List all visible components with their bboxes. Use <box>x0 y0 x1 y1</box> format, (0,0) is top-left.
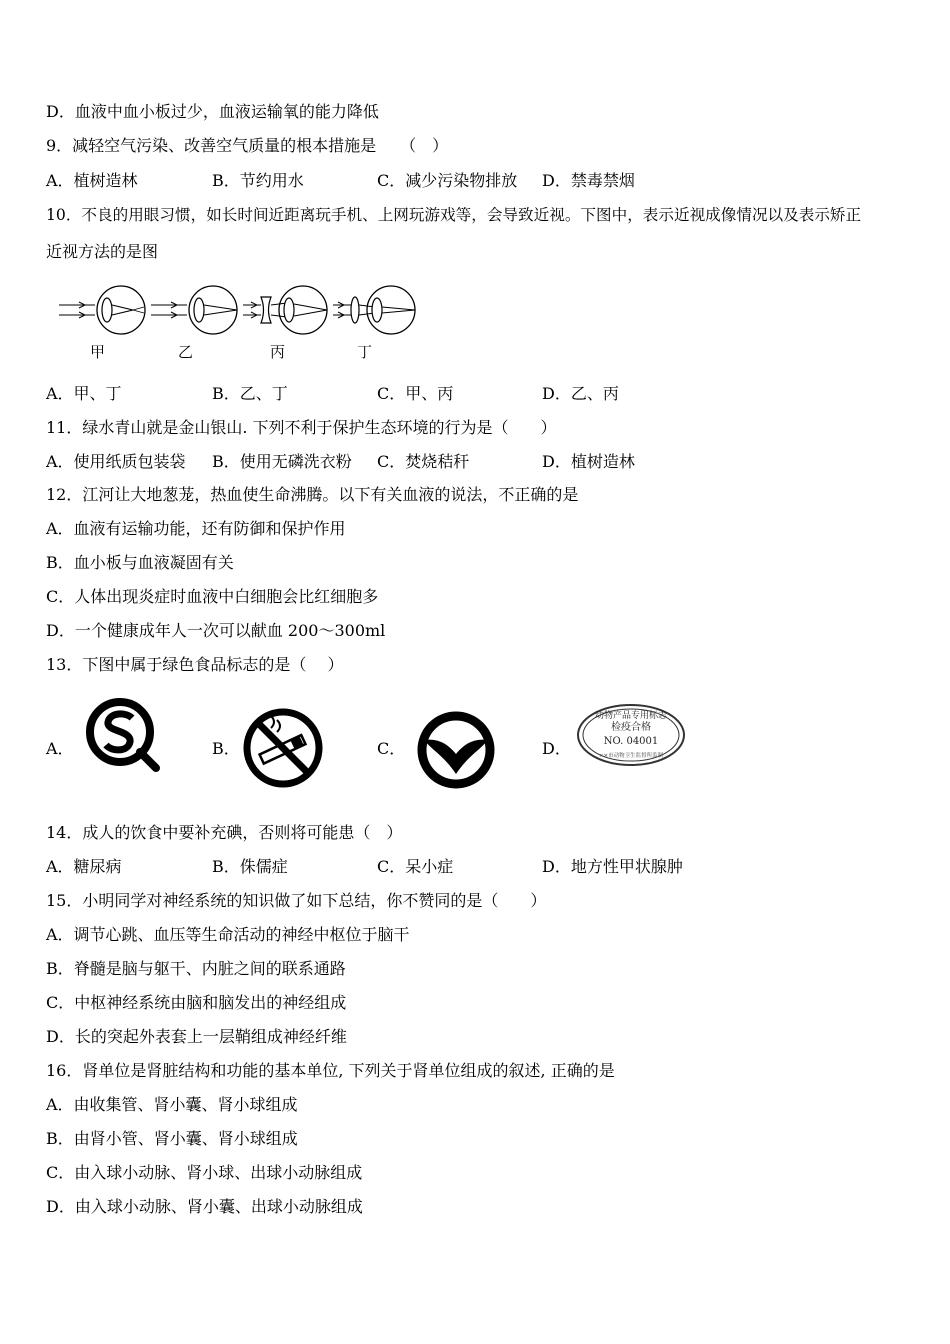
q14-option-b: B．侏儒症 <box>212 857 288 876</box>
q13-option-b-letter: B． <box>212 739 240 758</box>
q16-option-d: D．由入球小动脉、肾小囊、出球小动脉组成 <box>46 1197 363 1216</box>
q12-option-b: B．血小板与血液凝固有关 <box>46 553 234 572</box>
quarantine-stamp <box>575 702 687 768</box>
q11-option-a: A．使用纸质包装袋 <box>46 452 186 471</box>
q16-stem: 16．肾单位是肾脏结构和功能的基本单位, 下列关于肾单位组成的叙述, 正确的是 <box>46 1061 615 1080</box>
fig-label-bing: 丙 <box>270 343 286 361</box>
q9-stem: 9．减轻空气污染、改善空气质量的根本措施是 （ ） <box>46 136 449 155</box>
green-food-logo <box>414 710 498 790</box>
eye-bing <box>243 286 327 334</box>
q16-option-c: C．由入球小动脉、肾小球、出球小动脉组成 <box>46 1163 363 1182</box>
eye-diagram <box>55 283 435 343</box>
q13-option-c-letter: C． <box>377 739 406 758</box>
q12-stem: 12．江河让大地葱茏，热血使生命沸腾。以下有关血液的说法，不正确的是 <box>46 485 579 504</box>
fig-label-yi: 乙 <box>178 343 194 361</box>
stamp-title: 动物产品专用标志 <box>594 711 668 721</box>
q12-option-a: A．血液有运输功能，还有防御和保护作用 <box>46 519 346 538</box>
q10-option-d: D．乙、丙 <box>542 384 619 403</box>
q16-option-b: B．由肾小管、肾小囊、肾小球组成 <box>46 1129 298 1148</box>
q15-option-c: C．中枢神经系统由脑和脑发出的神经组成 <box>46 993 347 1012</box>
q12-option-c: C．人体出现炎症时血液中白细胞会比红细胞多 <box>46 587 379 606</box>
q9-option-c: C．减少污染物排放 <box>377 171 518 190</box>
q15-option-a: A．调节心跳、血压等生命活动的神经中枢位于脑干 <box>46 925 410 944</box>
q11-option-b: B．使用无磷洗衣粉 <box>212 452 352 471</box>
q16-option-a: A．由收集管、肾小囊、肾小球组成 <box>46 1095 298 1114</box>
q9-option-a: A．植树造林 <box>46 171 138 190</box>
q15-option-d: D．长的突起外表套上一层鞘组成神经纤维 <box>46 1027 347 1046</box>
q10-stem-line1: 10．不良的用眼习惯，如长时间近距离玩手机、上网玩游戏等，会导致近视。下图中，表示近视成像情况以及表示矫正 <box>46 206 862 224</box>
fig-label-jia: 甲 <box>90 343 106 361</box>
q15-option-b: B．脊髓是脑与躯干、内脏之间的联系通路 <box>46 959 346 978</box>
q11-option-c: C．焚烧秸秆 <box>377 452 470 471</box>
q13-option-a-letter: A． <box>46 739 74 758</box>
q10-option-b: B．乙、丁 <box>212 384 288 403</box>
q10-option-a: A．甲、丁 <box>46 384 122 403</box>
q10-stem-line2: 近视方法的是图 <box>46 242 159 261</box>
q13-stem: 13．下图中属于绿色食品标志的是（ ） <box>46 655 344 674</box>
q10-option-c: C．甲、丙 <box>377 384 454 403</box>
stamp-qualified: 检疫合格 <box>611 722 651 733</box>
q13-option-d-letter: D． <box>542 739 571 758</box>
stamp-number: NO. 04001 <box>603 736 659 747</box>
eye-ding <box>333 286 415 334</box>
q12-option-d: D．一个健康成年人一次可以献血 200～300ml <box>46 621 386 640</box>
q14-option-a: A．糖尿病 <box>46 857 122 876</box>
q11-stem: 11．绿水青山就是金山银山. 下列不利于保护生态环境的行为是（ ） <box>46 418 557 437</box>
q8-option-d: D．血液中血小板过少，血液运输氧的能力降低 <box>46 102 379 121</box>
q11-option-d: D．植树造林 <box>542 452 635 471</box>
q9-option-d: D．禁毒禁烟 <box>542 171 635 190</box>
fig-label-ding: 丁 <box>357 343 373 361</box>
q14-stem: 14．成人的饮食中要补充碘，否则将可能患（ ） <box>46 823 403 842</box>
eye-jia <box>59 286 145 334</box>
qs-logo <box>82 698 162 774</box>
no-smoking-logo <box>241 706 325 790</box>
eye-yi <box>151 286 237 334</box>
q15-stem: 15．小明同学对神经系统的知识做了如下总结，你不赞同的是（ ） <box>46 891 547 910</box>
q14-option-d: D．地方性甲状腺肿 <box>542 857 683 876</box>
q14-option-c: C．呆小症 <box>377 857 454 876</box>
q9-option-b: B．节约用水 <box>212 171 304 190</box>
stamp-issuer: ××市动物卫生监督所监制 <box>598 753 664 759</box>
